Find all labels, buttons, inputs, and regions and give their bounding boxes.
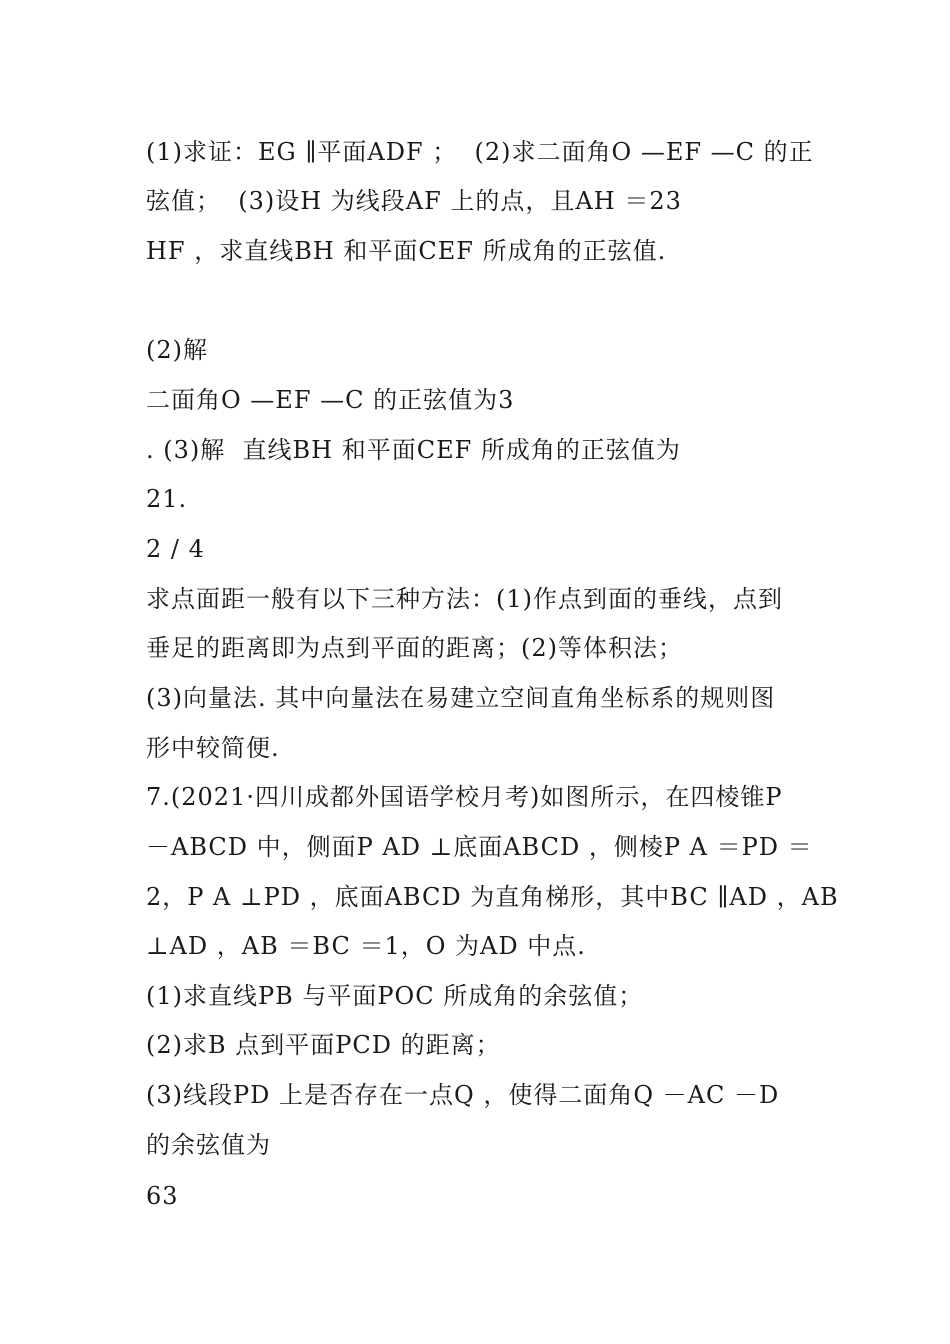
text-line: 垂足的距离即为点到平面的距离；(2)等体积法； — [146, 634, 683, 662]
text-line: 形中较简便. — [146, 734, 280, 762]
text-line: 63 — [146, 1182, 179, 1210]
text-line: (2)解 — [146, 336, 208, 364]
text-line: . (3)解 直线BH 和平面CEF 所成角的正弦值为 — [146, 436, 681, 464]
text-line: (1)求证：EG ∥平面ADF ； (2)求二面角O —EF —C 的正 — [146, 138, 814, 166]
text-line: 求点面距一般有以下三种方法：(1)作点到面的垂线，点到 — [146, 585, 783, 613]
text-line: 2，P A ⊥PD ，底面ABCD 为直角梯形，其中BC ∥AD ，AB — [146, 883, 839, 911]
text-line: 7.(2021·四川成都外国语学校月考)如图所示，在四棱锥P — [146, 783, 783, 811]
text-line: HF ，求直线BH 和平面CEF 所成角的正弦值. — [146, 237, 667, 265]
text-line: 的余弦值为 — [146, 1131, 271, 1159]
text-line: －ABCD 中，侧面P AD ⊥底面ABCD ，侧棱P A ＝PD ＝ — [146, 833, 813, 861]
text-line: ⊥AD ，AB ＝BC ＝1，O 为AD 中点. — [146, 932, 586, 960]
text-line: 二面角O —EF —C 的正弦值为3 — [146, 386, 515, 414]
text-line: 弦值； (3)设H 为线段AF 上的点，且AH ＝23 — [146, 187, 682, 215]
text-line: 21. — [146, 485, 188, 513]
text-line: (2)求B 点到平面PCD 的距离； — [146, 1031, 501, 1059]
page-number: 2 / 4 — [146, 535, 205, 563]
text-line: (1)求直线PB 与平面POC 所成角的余弦值； — [146, 982, 644, 1010]
text-line: (3)向量法. 其中向量法在易建立空间直角坐标系的规则图 — [146, 684, 776, 712]
text-line: (3)线段PD 上是否存在一点Q ，使得二面角Q －AC －D — [146, 1081, 780, 1109]
